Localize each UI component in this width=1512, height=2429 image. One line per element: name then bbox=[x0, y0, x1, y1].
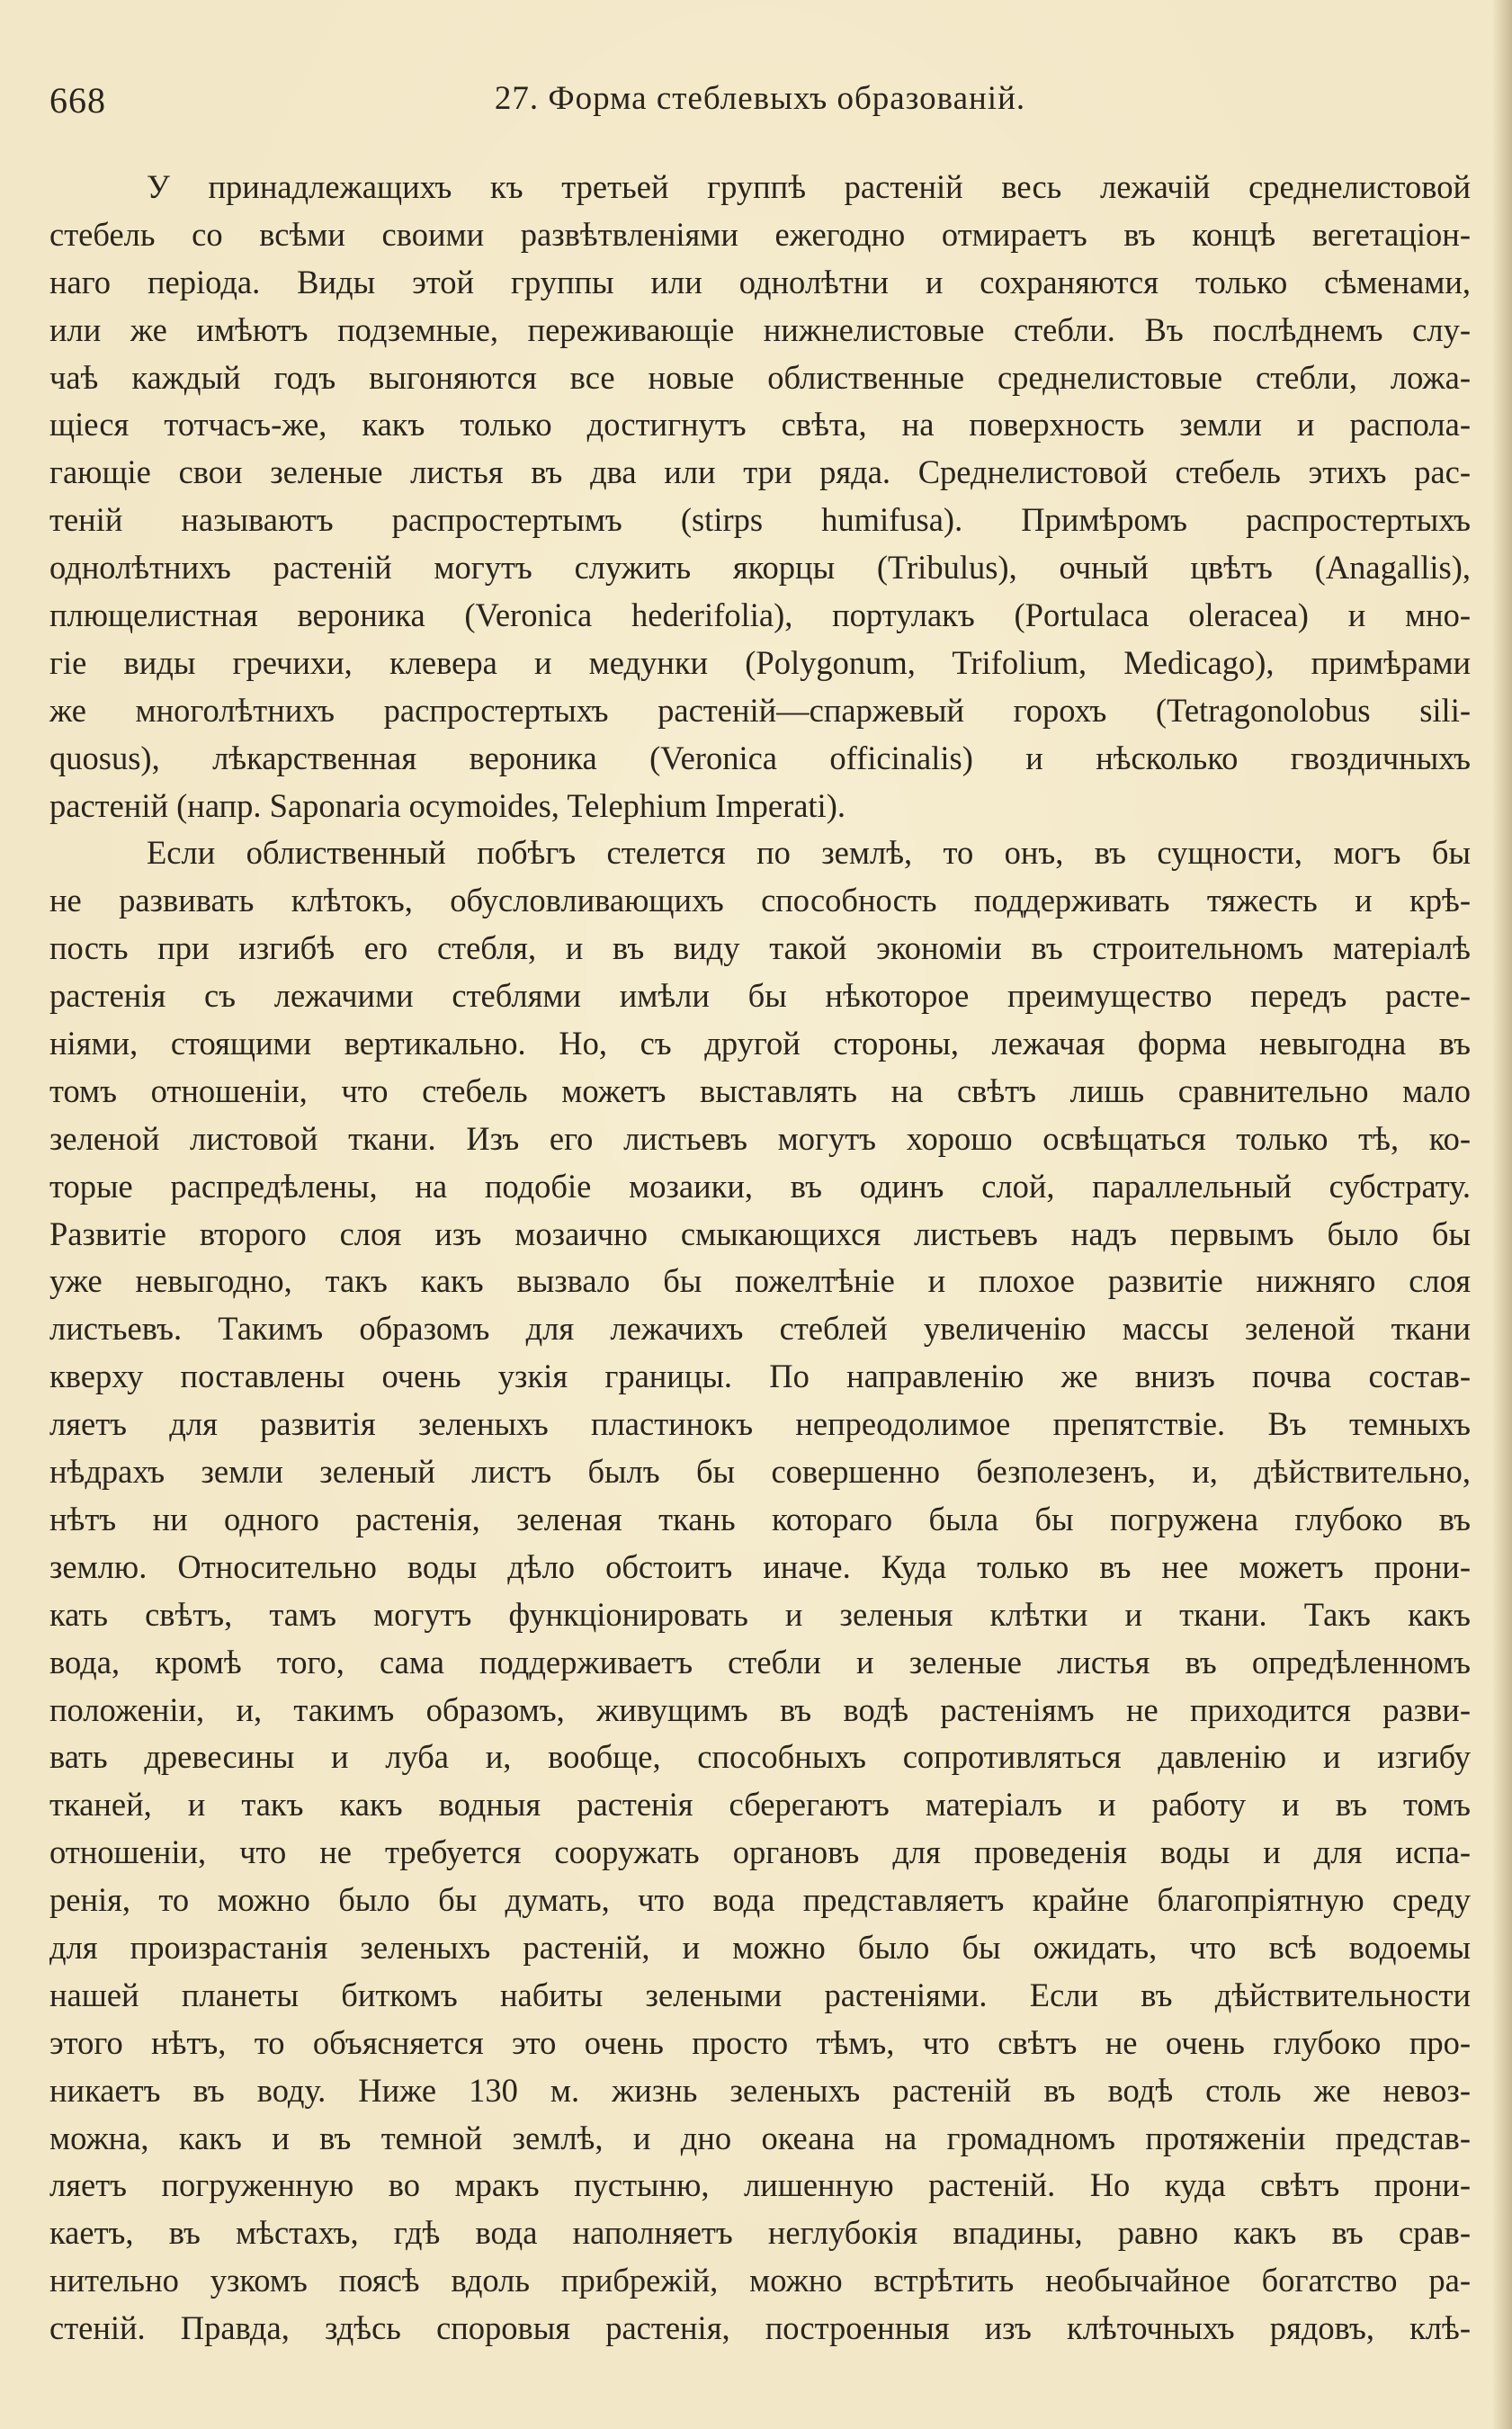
text-line: отношеніи, что не требуется сооружать органовъ для проведенія воды и для испа- bbox=[49, 1833, 1471, 1871]
text-line: кверху поставлены очень узкія границы. По направленію же внизъ почва состав- bbox=[49, 1358, 1471, 1395]
text-line: этого нѣтъ, то объясняется это очень просто тѣмъ, что свѣтъ не очень глубоко про- bbox=[49, 2023, 1471, 2061]
text-line: растеній (напр. Saponaria ocymoides, Telephium Imperati). bbox=[49, 786, 845, 824]
text-line: можна, какъ и въ темной землѣ, и дно океана на громадномъ протяженіи представ- bbox=[49, 2119, 1471, 2156]
text-line: нѣтъ ни одного растенія, зеленая ткань котораго была бы погружена глубоко въ bbox=[49, 1500, 1471, 1537]
text-line: каетъ, въ мѣстахъ, гдѣ вода наполняетъ неглубокія впадины, равно какъ въ срав- bbox=[49, 2214, 1471, 2252]
text-line: никаетъ въ воду. Ниже 130 м. жизнь зеленыхъ растеній въ водѣ столь же невоз- bbox=[49, 2071, 1471, 2109]
text-line: вать древесины и луба и, вообще, способныхъ сопротивляться давленію и изгибу bbox=[49, 1738, 1471, 1776]
text-line: нашей планеты биткомъ набиты зелеными растеніями. Если въ дѣйствительности bbox=[49, 1976, 1471, 2013]
text-line: однолѣтнихъ растеній могутъ служить якорцы (Tribulus), очный цвѣтъ (Anagallis), bbox=[49, 549, 1471, 587]
text-line: тканей, и такъ какъ водныя растенія сберегаютъ матеріалъ и работу и въ томъ bbox=[49, 1786, 1471, 1824]
text-line: гіе виды гречихи, клевера и медунки (Polygonum, Trifolium, Medicago), примѣрами bbox=[49, 643, 1471, 681]
text-line: томъ отношеніи, что стебель можетъ выставлять на свѣтъ лишь сравнительно мало bbox=[49, 1071, 1471, 1109]
text-line: нительно узкомъ поясѣ вдоль прибрежій, можно встрѣтить необычайное богатство ра- bbox=[49, 2262, 1471, 2299]
text-line: зеленой листовой ткани. Изъ его листьевъ могутъ хорошо освѣщаться только тѣ, ко- bbox=[49, 1119, 1471, 1157]
text-line: пость при изгибѣ его стебля, и въ виду такой экономіи въ строительномъ матеріалѣ bbox=[49, 929, 1471, 967]
text-line: для произрастанія зеленыхъ растеній, и можно было бы ожидать, что всѣ водоемы bbox=[49, 1928, 1471, 1966]
body-text bbox=[49, 164, 1471, 2353]
text-line: Развитіе второго слоя изъ мозаично смыкающихся листьевъ надъ первымъ было бы bbox=[49, 1214, 1471, 1252]
text-line: У принадлежащихъ къ третьей группѣ растеній весь лежачій среднелистовой bbox=[147, 168, 1471, 205]
text-line: или же имѣютъ подземные, переживающіе нижнелистовые стебли. Въ послѣднемъ слу- bbox=[49, 310, 1471, 348]
text-line: ляетъ для развитія зеленыхъ пластинокъ непреодолимое препятствіе. Въ темныхъ bbox=[49, 1405, 1471, 1443]
text-line: стеній. Правда, здѣсь споровыя растенія, построенныя изъ клѣточныхъ рядовъ, клѣ- bbox=[49, 2309, 1471, 2347]
text-line: положеніи, и, такимъ образомъ, живущимъ въ водѣ растеніямъ не приходится разви- bbox=[49, 1690, 1471, 1728]
text-line: не развивать клѣтокъ, обусловливающихъ способность поддерживать тяжесть и крѣ- bbox=[49, 882, 1471, 919]
text-line: щіеся тотчасъ-же, какъ только достигнутъ свѣта, на поверхность земли и распола- bbox=[49, 406, 1471, 444]
text-line: плющелистная вероника (Veronica hederifolia), портулакъ (Portulaca oleracea) и мно- bbox=[49, 596, 1471, 634]
text-line: нѣдрахъ земли зеленый листъ былъ бы совершенно безполезенъ, и, дѣйствительно, bbox=[49, 1453, 1471, 1491]
running-title: 27. Форма стеблевыхъ образованій. bbox=[494, 80, 1026, 117]
text-line: Если облиственный побѣгъ стелется по землѣ, то онъ, въ сущности, могъ бы bbox=[147, 834, 1471, 872]
text-line: гающіе свои зеленые листья въ два или три ряда. Среднелистовой стебель этихъ рас- bbox=[49, 453, 1471, 491]
text-line: землю. Относительно воды дѣло обстоитъ иначе. Куда только въ нее можетъ прони- bbox=[49, 1547, 1471, 1585]
text-line: ніями, стоящими вертикально. Но, съ другой стороны, лежачая форма невыгодна въ bbox=[49, 1025, 1471, 1062]
text-line: растенія съ лежачими стеблями имѣли бы нѣкоторое преимущество передъ расте- bbox=[49, 977, 1471, 1015]
page-edge-shadow bbox=[1492, 0, 1512, 2429]
text-line: теній называютъ распростертымъ (stirps humifusa). Примѣромъ распростертыхъ bbox=[49, 501, 1471, 539]
text-line: уже невыгодно, такъ какъ вызвало бы пожелтѣніе и плохое развитіе нижняго слоя bbox=[49, 1262, 1471, 1300]
text-line: листьевъ. Такимъ образомъ для лежачихъ стеблей увеличенію массы зеленой ткани bbox=[49, 1310, 1471, 1348]
text-line: ренія, то можно было бы думать, что вода представляетъ крайне благопріятную среду bbox=[49, 1881, 1471, 1919]
text-line: стебель со всѣми своими развѣтвленіями ежегодно отмираетъ въ концѣ вегетаціон- bbox=[49, 215, 1471, 253]
text-line: наго періода. Виды этой группы или однолѣтни и сохраняются только сѣменами, bbox=[49, 263, 1471, 300]
text-line: вода, кромѣ того, сама поддерживаетъ стебли и зеленые листья въ опредѣленномъ bbox=[49, 1643, 1471, 1681]
page-header bbox=[49, 79, 1471, 133]
text-line: ляетъ погруженную во мракъ пустыню, лишенную растеній. Но куда свѣтъ прони- bbox=[49, 2166, 1471, 2204]
text-line: же многолѣтнихъ распростертыхъ растеній—спаржевый горохъ (Tetragonolobus sili- bbox=[49, 691, 1471, 729]
text-line: торые распредѣлены, на подобіе мозаики, въ одинъ слой, параллельный субстрату. bbox=[49, 1167, 1471, 1205]
text-line: quosus), лѣкарственная вероника (Veronica officinalis) и нѣсколько гвоздичныхъ bbox=[49, 739, 1471, 776]
page-number: 668 bbox=[49, 80, 106, 121]
text-line: кать свѣтъ, тамъ могутъ функціонировать и зеленыя клѣтки и ткани. Такъ какъ bbox=[49, 1595, 1471, 1633]
text-line: чаѣ каждый годъ выгоняются все новые облиственные среднелистовые стебли, ложа- bbox=[49, 358, 1471, 396]
